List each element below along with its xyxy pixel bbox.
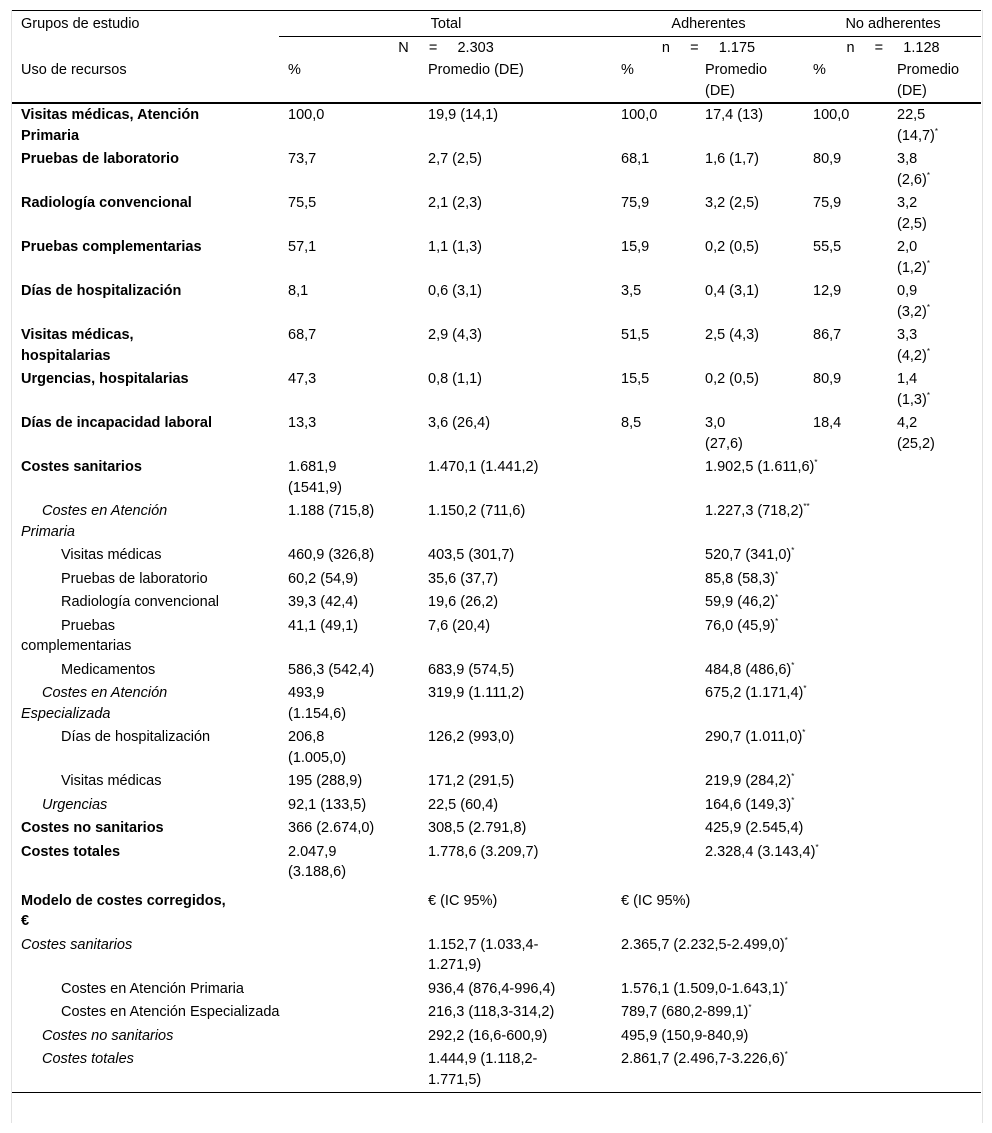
noadh-mean: 2,0 (1,2)* xyxy=(897,239,930,276)
table-row xyxy=(12,726,981,770)
adh-cost: 19,6 (26,2) xyxy=(428,594,499,610)
table-row xyxy=(12,591,981,615)
significance-marker: * xyxy=(926,170,930,180)
adh-pct: 3,5 xyxy=(621,283,642,299)
total-cost: 493,9 (1.154,6) xyxy=(288,685,347,722)
noadh-pct: 100,0 xyxy=(813,107,850,123)
total-cost: 41,1 (49,1) xyxy=(288,617,359,634)
total-cost: 1.188 (715,8) xyxy=(288,503,375,519)
header-row-columns xyxy=(12,59,981,103)
significance-marker: * xyxy=(803,684,807,694)
table-row xyxy=(12,978,981,1002)
noadh-mean: 4,2 (25,2) xyxy=(897,415,935,452)
significance-marker: * xyxy=(775,593,779,603)
adh-mean: 2,5 (4,3) xyxy=(705,327,759,343)
row-label: Costes totales xyxy=(21,843,121,860)
noadh-cost: 59,9 (46,2)* xyxy=(705,593,779,610)
noadh-pct: 12,9 xyxy=(813,283,842,299)
adh-mean: 3,2 (2,5) xyxy=(705,195,759,211)
total-mean: 0,8 (1,1) xyxy=(428,371,482,387)
row-label: Visitas médicas, Atención Primaria xyxy=(21,107,200,144)
adh-pct: 15,5 xyxy=(621,371,650,387)
col-noadh-pct: % xyxy=(804,59,888,103)
total-pct: 100,0 xyxy=(288,107,325,123)
row-label: Radiología convencional xyxy=(21,195,192,211)
adh-cost: 319,9 (1.111,2) xyxy=(428,685,525,701)
total-cost: 366 (2.674,0) xyxy=(288,820,375,836)
table-row xyxy=(12,1025,981,1049)
adh-cost: 308,5 (2.791,8) xyxy=(428,820,527,836)
adh-mean: 1,6 (1,7) xyxy=(705,151,759,167)
total-cost: 39,3 (42,4) xyxy=(288,594,359,610)
row-label: Días de hospitalización xyxy=(61,729,211,745)
row-label: Pruebas complementarias xyxy=(21,617,132,654)
total-mean: 19,9 (14,1) xyxy=(428,107,499,123)
total-cost: 460,9 (326,8) xyxy=(288,547,375,563)
significance-marker: * xyxy=(926,346,930,356)
table-row xyxy=(12,568,981,592)
total-cost: 92,1 (133,5) xyxy=(288,796,367,813)
col-adh-pct: % xyxy=(612,59,696,103)
significance-marker: * xyxy=(815,842,819,852)
adh-mean: 0,2 (0,5) xyxy=(705,239,759,255)
row-label: Urgencias xyxy=(42,796,108,813)
total-header: Total xyxy=(430,16,462,32)
model-noadh-value: 495,9 (150,9-840,9) xyxy=(621,1027,749,1044)
noadh-cost: 85,8 (58,3)* xyxy=(705,569,779,587)
adh-cost: 126,2 (993,0) xyxy=(428,729,515,745)
table-row xyxy=(12,236,981,280)
grupos-label: Grupos de estudio xyxy=(21,16,140,32)
row-label: Urgencias, hospitalarias xyxy=(21,371,189,387)
table-row xyxy=(12,324,981,368)
significance-marker: * xyxy=(934,126,939,136)
table-row xyxy=(12,1001,981,1025)
adh-pct: 75,9 xyxy=(621,195,650,211)
model-adh-value: 292,2 (16,6-600,9) xyxy=(428,1027,548,1044)
total-cost: 1.681,9 (1541,9) xyxy=(288,459,343,496)
col-total-pct: % xyxy=(279,59,419,103)
adh-cost: 171,2 (291,5) xyxy=(428,773,515,789)
total-pct: 13,3 xyxy=(288,415,317,431)
model-adh-value: 216,3 (118,3-314,2) xyxy=(428,1004,555,1020)
total-pct: 73,7 xyxy=(288,151,317,167)
header-row-n xyxy=(12,36,981,59)
adh-pct: 15,9 xyxy=(621,239,650,255)
adh-pct: 51,5 xyxy=(621,327,650,343)
row-label: Costes no sanitarios xyxy=(21,820,164,836)
table-row xyxy=(12,412,981,456)
total-cost: 2.047,9 (3.188,6) xyxy=(288,843,347,880)
total-mean: 2,1 (2,3) xyxy=(428,195,482,211)
row-label: Radiología convencional xyxy=(61,594,219,610)
noadh-cost: 1.227,3 (718,2)** xyxy=(705,502,810,519)
table-row xyxy=(12,544,981,568)
row-label: Costes en Atención Primaria xyxy=(21,503,168,540)
table-row xyxy=(12,659,981,683)
noadh-cost: 425,9 (2.545,4) xyxy=(705,820,804,836)
col-adh-mean: Promedio (DE) xyxy=(696,59,804,103)
noadh-cost: 2.328,4 (3.143,4)* xyxy=(705,842,819,860)
table-row xyxy=(12,934,981,978)
model-adh-value: 1.152,7 (1.033,4- 1.271,9) xyxy=(428,936,539,973)
model-noadh-value: 2.861,7 (2.496,7-3.226,6)* xyxy=(612,1048,981,1093)
significance-marker: * xyxy=(784,979,788,989)
table-row xyxy=(12,456,981,500)
adh-cost: 1.150,2 (711,6) xyxy=(428,503,526,519)
row-label: Pruebas complementarias xyxy=(21,239,202,255)
significance-marker: * xyxy=(791,660,795,670)
significance-marker: ** xyxy=(803,502,810,512)
total-pct: 57,1 xyxy=(288,239,317,255)
adh-pct: 8,5 xyxy=(621,415,642,431)
row-label: Costes sanitarios xyxy=(21,459,142,475)
noadh-cost: 219,9 (284,2)* xyxy=(705,772,795,789)
row-label: Pruebas de laboratorio xyxy=(61,570,208,587)
noadh-mean: 3,2 (2,5) xyxy=(897,195,927,232)
noadh-cost: 520,7 (341,0)* xyxy=(705,546,795,563)
noadh-pct: 86,7 xyxy=(813,327,842,343)
model-col2: € (IC 95%) xyxy=(621,892,691,909)
noadh-mean: 3,8 (2,6)* xyxy=(897,151,930,188)
table-row xyxy=(12,682,981,726)
row-label: Costes totales xyxy=(12,1048,419,1093)
significance-marker: * xyxy=(814,458,818,468)
total-pct: 47,3 xyxy=(288,371,317,387)
total-mean: 1,1 (1,3) xyxy=(428,239,482,255)
table-row xyxy=(12,500,981,544)
uso-label: Uso de recursos xyxy=(12,59,279,103)
significance-marker: * xyxy=(791,795,795,805)
row-label: Pruebas de laboratorio xyxy=(21,151,179,167)
model-adh-value: 1.444,9 (1.118,2- 1.771,5) xyxy=(419,1048,612,1093)
significance-marker: * xyxy=(926,302,930,312)
significance-marker: * xyxy=(791,772,795,782)
total-pct: 8,1 xyxy=(288,283,309,299)
row-label: Visitas médicas xyxy=(61,773,162,789)
total-mean: 2,7 (2,5) xyxy=(428,151,482,167)
adh-pct: 68,1 xyxy=(621,151,650,167)
adh-cost: 7,6 (20,4) xyxy=(428,617,491,634)
significance-marker: * xyxy=(748,1003,752,1013)
col-total-mean: Promedio (DE) xyxy=(419,59,612,103)
no-adherentes-header: No adherentes xyxy=(845,16,941,32)
row-label: Costes sanitarios xyxy=(21,936,133,953)
significance-marker: * xyxy=(791,546,795,556)
row-label: Medicamentos xyxy=(61,661,156,678)
adh-pct: 100,0 xyxy=(621,107,658,123)
significance-marker: * xyxy=(775,616,779,626)
adherentes-header: Adherentes xyxy=(671,16,746,32)
noadh-mean: 0,9 (3,2)* xyxy=(897,283,930,320)
adh-cost: 403,5 (301,7) xyxy=(428,547,515,563)
table-row xyxy=(12,794,981,818)
model-label: Modelo de costes corregidos, € xyxy=(21,892,226,929)
total-cost: 195 (288,9) xyxy=(288,773,363,789)
adh-cost: 1.778,6 (3.209,7) xyxy=(428,843,539,860)
row-label: Visitas médicas xyxy=(61,547,162,563)
noadh-cost: 290,7 (1.011,0)* xyxy=(705,728,806,745)
row-label: Días de hospitalización xyxy=(21,283,182,299)
total-n: N = 2.303 xyxy=(279,36,612,59)
col-noadh-mean: Promedio (DE) xyxy=(888,59,981,103)
total-cost: 60,2 (54,9) xyxy=(288,570,359,587)
adh-cost: 35,6 (37,7) xyxy=(428,570,499,587)
table-row xyxy=(12,103,981,148)
row-label: Costes en Atención Especializada xyxy=(61,1004,280,1020)
total-cost: 206,8 (1.005,0) xyxy=(288,729,347,766)
noadh-cost: 76,0 (45,9)* xyxy=(705,616,779,634)
adherentes-n: n = 1.175 xyxy=(612,36,804,59)
model-adh-value: 936,4 (876,4-996,4) xyxy=(428,980,556,997)
row-label: Días de incapacidad laboral xyxy=(21,415,212,431)
row-label: Costes en Atención Primaria xyxy=(61,980,244,997)
total-mean: 0,6 (3,1) xyxy=(428,283,482,299)
noadh-mean: 3,3 (4,2)* xyxy=(897,327,930,364)
adh-mean: 0,2 (0,5) xyxy=(705,371,759,387)
table-row xyxy=(12,148,981,192)
table-row xyxy=(12,280,981,324)
significance-marker: * xyxy=(802,728,806,738)
noadh-mean: 1,4 (1,3)* xyxy=(897,371,930,408)
adh-cost: 22,5 (60,4) xyxy=(428,796,499,813)
row-label: Visitas médicas, hospitalarias xyxy=(21,327,134,364)
row-label: Costes en Atención Especializada xyxy=(21,685,168,722)
noadh-mean: 22,5 (14,7)* xyxy=(897,107,939,144)
noadh-cost: 675,2 (1.171,4)* xyxy=(705,684,807,701)
adh-cost: 1.470,1 (1.441,2) xyxy=(428,459,539,475)
table-row xyxy=(12,192,981,236)
total-cost: 586,3 (542,4) xyxy=(288,661,375,678)
adh-mean: 0,4 (3,1) xyxy=(705,283,759,299)
total-pct: 75,5 xyxy=(288,195,317,211)
noadh-cost: 484,8 (486,6)* xyxy=(705,660,795,678)
significance-marker: * xyxy=(926,390,930,400)
noadh-pct: 75,9 xyxy=(813,195,842,211)
adh-mean: 3,0 (27,6) xyxy=(705,415,743,452)
model-header-row xyxy=(12,885,981,934)
model-noadh-value: 1.576,1 (1.509,0-1.643,1)* xyxy=(621,979,788,997)
header-row-groups xyxy=(12,13,981,36)
row-label: Costes no sanitarios xyxy=(42,1027,174,1044)
total-pct: 68,7 xyxy=(288,327,317,343)
noadh-pct: 18,4 xyxy=(813,415,842,431)
significance-marker: * xyxy=(784,1050,788,1060)
model-noadh-value: 789,7 (680,2-899,1)* xyxy=(621,1003,752,1020)
significance-marker: * xyxy=(926,258,930,268)
noadh-pct: 80,9 xyxy=(813,151,842,167)
significance-marker: * xyxy=(775,569,779,579)
model-col1: € (IC 95%) xyxy=(428,892,498,909)
noadh-cost: 1.902,5 (1.611,6)* xyxy=(705,458,818,475)
table-row xyxy=(12,841,981,885)
table-row xyxy=(12,817,981,841)
noadh-pct: 80,9 xyxy=(813,371,842,387)
adh-cost: 683,9 (574,5) xyxy=(428,661,515,678)
adh-mean: 17,4 (13) xyxy=(705,107,764,123)
total-mean: 2,9 (4,3) xyxy=(428,327,482,343)
table-row xyxy=(12,368,981,412)
table-row xyxy=(12,1048,981,1093)
table-row xyxy=(12,615,981,659)
no-adherentes-n: n = 1.128 xyxy=(804,36,981,59)
model-noadh-value: 2.365,7 (2.232,5-2.499,0)* xyxy=(621,935,788,953)
noadh-pct: 55,5 xyxy=(813,239,842,255)
total-mean: 3,6 (26,4) xyxy=(428,415,491,431)
table-row xyxy=(12,770,981,794)
significance-marker: * xyxy=(784,935,788,945)
cost-table xyxy=(12,10,981,1093)
noadh-cost: 164,6 (149,3)* xyxy=(705,795,795,813)
